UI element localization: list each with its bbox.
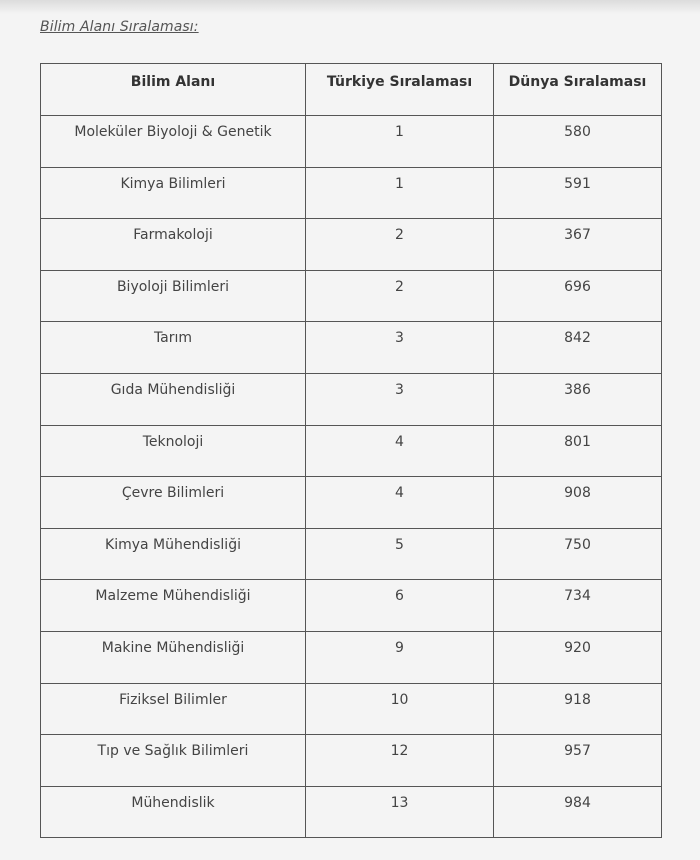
table-row	[41, 786, 662, 838]
turkey-rank-cell: 4	[306, 477, 494, 529]
field-cell: Tarım	[41, 322, 306, 374]
turkey-rank-cell: 2	[306, 219, 494, 271]
field-cell: Kimya Bilimleri	[41, 167, 306, 219]
turkey-rank-cell: 3	[306, 373, 494, 425]
ranking-table	[40, 63, 662, 838]
field-cell: Moleküler Biyoloji & Genetik	[41, 116, 306, 168]
field-cell: Teknoloji	[41, 425, 306, 477]
world-rank-cell: 696	[494, 270, 662, 322]
field-cell: Biyoloji Bilimleri	[41, 270, 306, 322]
header-row	[41, 64, 662, 116]
table-row	[41, 219, 662, 271]
world-rank-cell: 801	[494, 425, 662, 477]
table-row	[41, 528, 662, 580]
world-rank-cell: 580	[494, 116, 662, 168]
turkey-rank-cell: 1	[306, 116, 494, 168]
turkey-rank-cell: 1	[306, 167, 494, 219]
world-rank-cell: 750	[494, 528, 662, 580]
turkey-rank-cell: 12	[306, 735, 494, 787]
world-rank-cell: 908	[494, 477, 662, 529]
turkey-rank-cell: 4	[306, 425, 494, 477]
world-rank-cell: 918	[494, 683, 662, 735]
field-cell: Çevre Bilimleri	[41, 477, 306, 529]
world-rank-cell: 984	[494, 786, 662, 838]
field-cell: Fiziksel Bilimler	[41, 683, 306, 735]
turkey-rank-cell: 9	[306, 631, 494, 683]
turkey-rank-cell: 6	[306, 580, 494, 632]
field-cell: Tıp ve Sağlık Bilimleri	[41, 735, 306, 787]
table-row	[41, 683, 662, 735]
world-rank-cell: 734	[494, 580, 662, 632]
header-field: Bilim Alanı	[41, 64, 306, 116]
world-rank-cell: 957	[494, 735, 662, 787]
table-row	[41, 373, 662, 425]
world-rank-cell: 386	[494, 373, 662, 425]
table-row	[41, 270, 662, 322]
world-rank-cell: 842	[494, 322, 662, 374]
turkey-rank-cell: 5	[306, 528, 494, 580]
table-caption: Bilim Alanı Sıralaması:	[40, 19, 199, 35]
top-shadow	[0, 0, 700, 14]
table-row	[41, 167, 662, 219]
header-world-rank: Dünya Sıralaması	[494, 64, 662, 116]
table-row	[41, 631, 662, 683]
table-row	[41, 322, 662, 374]
field-cell: Gıda Mühendisliği	[41, 373, 306, 425]
table-row	[41, 735, 662, 787]
table-row	[41, 425, 662, 477]
turkey-rank-cell: 13	[306, 786, 494, 838]
world-rank-cell: 920	[494, 631, 662, 683]
field-cell: Malzeme Mühendisliği	[41, 580, 306, 632]
world-rank-cell: 367	[494, 219, 662, 271]
turkey-rank-cell: 3	[306, 322, 494, 374]
field-cell: Kimya Mühendisliği	[41, 528, 306, 580]
world-rank-cell: 591	[494, 167, 662, 219]
table-row	[41, 477, 662, 529]
table-row	[41, 116, 662, 168]
header-turkey-rank: Türkiye Sıralaması	[306, 64, 494, 116]
turkey-rank-cell: 2	[306, 270, 494, 322]
turkey-rank-cell: 10	[306, 683, 494, 735]
field-cell: Farmakoloji	[41, 219, 306, 271]
table-row	[41, 580, 662, 632]
field-cell: Mühendislik	[41, 786, 306, 838]
field-cell: Makine Mühendisliği	[41, 631, 306, 683]
